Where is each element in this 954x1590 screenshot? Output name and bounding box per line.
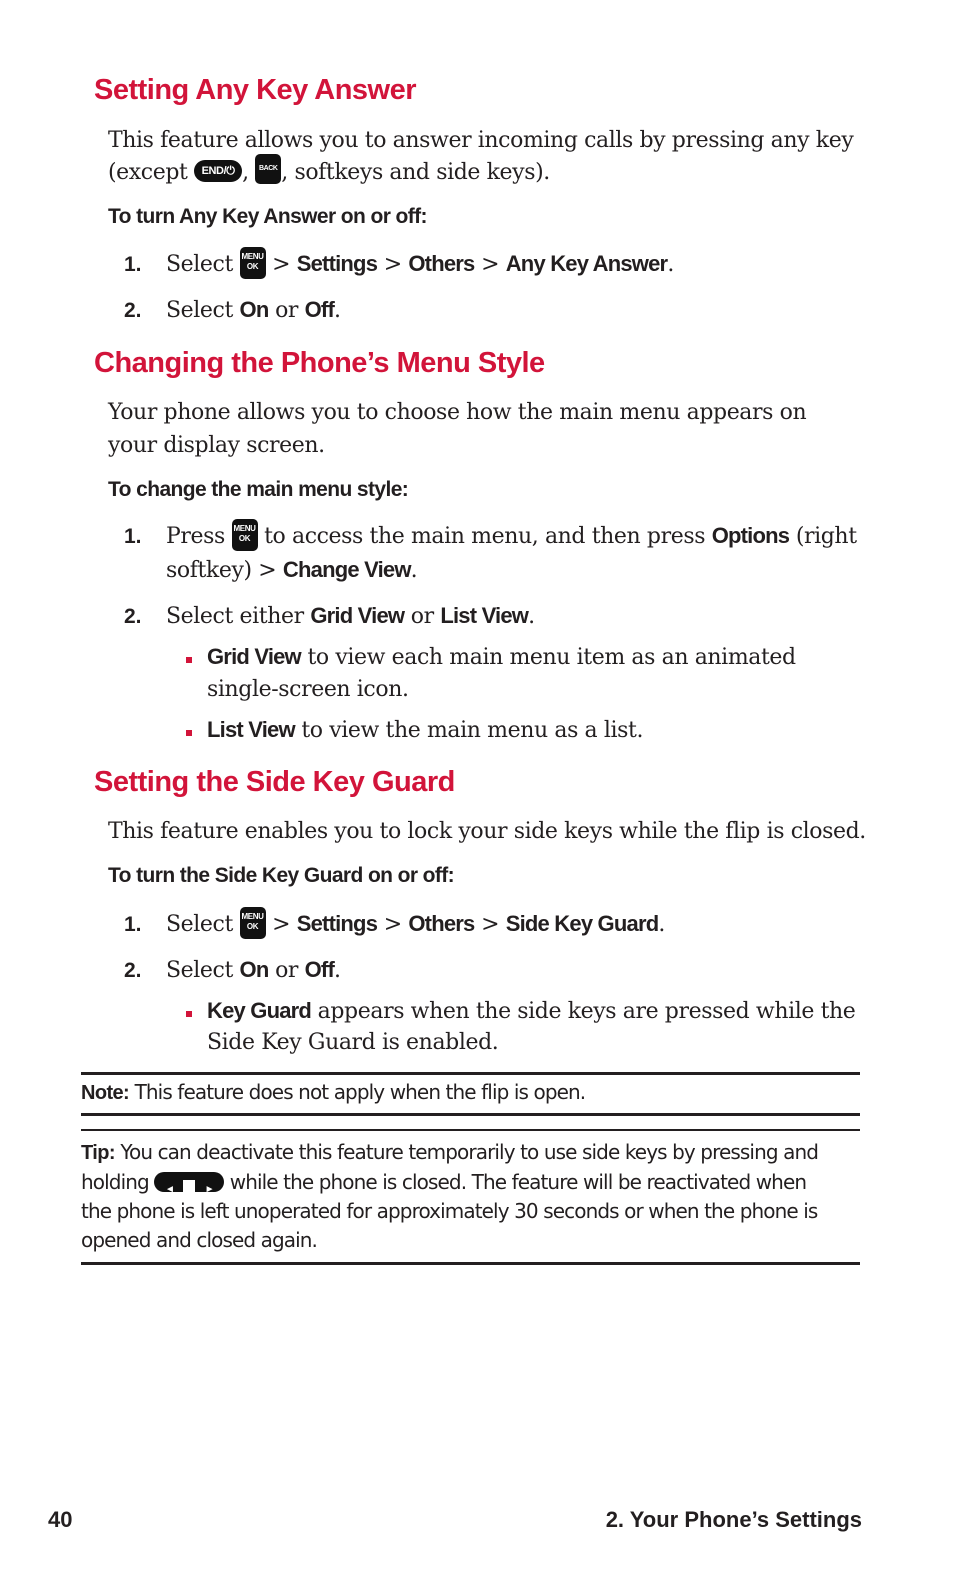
tip-label: Tip:: [81, 1142, 115, 1164]
bullet-marker: [186, 657, 192, 663]
tip-bottom-rule: [81, 1262, 860, 1265]
subheading-any-key: To turn Any Key Answer on or off:: [108, 205, 427, 228]
bullet-list-view: List View to view the main menu as a list.: [207, 717, 644, 743]
subheading-side-key-guard: To turn the Side Key Guard on or off:: [108, 864, 455, 887]
menu-path-any-key-answer: Any Key Answer: [505, 251, 668, 276]
menu-path-others: Others: [408, 251, 475, 276]
section-heading-side-key-guard: Setting the Side Key Guard: [94, 766, 455, 798]
note-bottom-rule: [81, 1113, 860, 1116]
step-number: 1.: [124, 913, 142, 936]
subheading-menu-style: To change the main menu style:: [108, 478, 409, 501]
side-key-icon: ◄ ►: [154, 1172, 224, 1192]
intro-line-2: (except END/⏻ , BACK , softkeys and side keys).: [108, 156, 550, 189]
note-label: Note:: [81, 1082, 130, 1104]
step-any-key-2: Select On or Off.: [166, 297, 341, 323]
bullet-key-guard: Key Guard appears when the side keys are pressed while the: [207, 998, 856, 1024]
page-number: 40: [48, 1507, 73, 1532]
menu-path-change-view: Change View: [282, 557, 411, 582]
tip-top-rule: [81, 1129, 860, 1131]
options-softkey-label: Options: [711, 523, 790, 548]
chapter-title: 2. Your Phone’s Settings: [605, 1507, 862, 1532]
step-number: 2.: [124, 299, 142, 322]
menu-path-settings: Settings: [296, 251, 378, 276]
menu-path-settings: Settings: [296, 911, 378, 936]
menu-ok-key-icon: MENU OK: [240, 907, 266, 939]
step-any-key-1: Select MENU OK > Settings > Others > Any Key Answer.: [166, 247, 674, 281]
intro-line-2: your display screen.: [108, 433, 325, 458]
back-key-icon: BACK: [255, 154, 281, 184]
step-menu-style-2: Select either Grid View or List View.: [166, 603, 535, 629]
step-menu-style-1: Press MENU OK to access the main menu, and then press Options (right: [166, 519, 857, 553]
option-on: On: [239, 957, 269, 982]
menu-path-side-key-guard: Side Key Guard: [505, 911, 659, 936]
intro-line-1: Your phone allows you to choose how the main menu appears on: [108, 400, 807, 425]
bullet-grid-view-cont: single-screen icon.: [207, 677, 409, 702]
end-power-key-icon: END/⏻: [194, 160, 242, 182]
menu-path-others: Others: [408, 911, 475, 936]
option-list-view: List View: [440, 603, 529, 628]
step-menu-style-1-cont: softkey) > Change View.: [166, 557, 418, 583]
step-side-key-2: Select On or Off.: [166, 957, 341, 983]
step-number: 1.: [124, 253, 142, 276]
note-top-rule: [81, 1072, 860, 1075]
menu-ok-key-icon: MENU OK: [240, 247, 266, 279]
step-number: 2.: [124, 959, 142, 982]
option-grid-view: Grid View: [310, 603, 405, 628]
section-heading-any-key-answer: Setting Any Key Answer: [94, 74, 417, 106]
intro-line-1: This feature enables you to lock your side keys while the flip is closed.: [108, 819, 866, 844]
bullet-marker: [186, 730, 192, 736]
bullet-grid-view: Grid View to view each main menu item as an animated: [207, 644, 796, 670]
section-heading-menu-style: Changing the Phone’s Menu Style: [94, 347, 545, 379]
option-on: On: [239, 297, 269, 322]
option-off: Off: [304, 957, 334, 982]
bullet-key-guard-cont: Side Key Guard is enabled.: [207, 1030, 499, 1055]
menu-ok-key-icon: MENU OK: [232, 519, 258, 551]
step-side-key-1: Select MENU OK > Settings > Others > Side Key Guard.: [166, 907, 665, 941]
step-number: 2.: [124, 605, 142, 628]
bullet-marker: [186, 1011, 192, 1017]
option-off: Off: [304, 297, 334, 322]
note-box: Note: This feature does not apply when the flip is open.: [81, 1080, 586, 1104]
intro-line-1: This feature allows you to answer incoming calls by pressing any key: [108, 128, 854, 153]
tip-box: Tip: You can deactivate this feature temporarily to use side keys by pressing and holding ◄ ► while the phone is closed. The feature will be reactivated when the phone is left unoperated for approximately 30 seconds or when the phone is opened and closed again.: [81, 1140, 819, 1252]
step-number: 1.: [124, 525, 142, 548]
